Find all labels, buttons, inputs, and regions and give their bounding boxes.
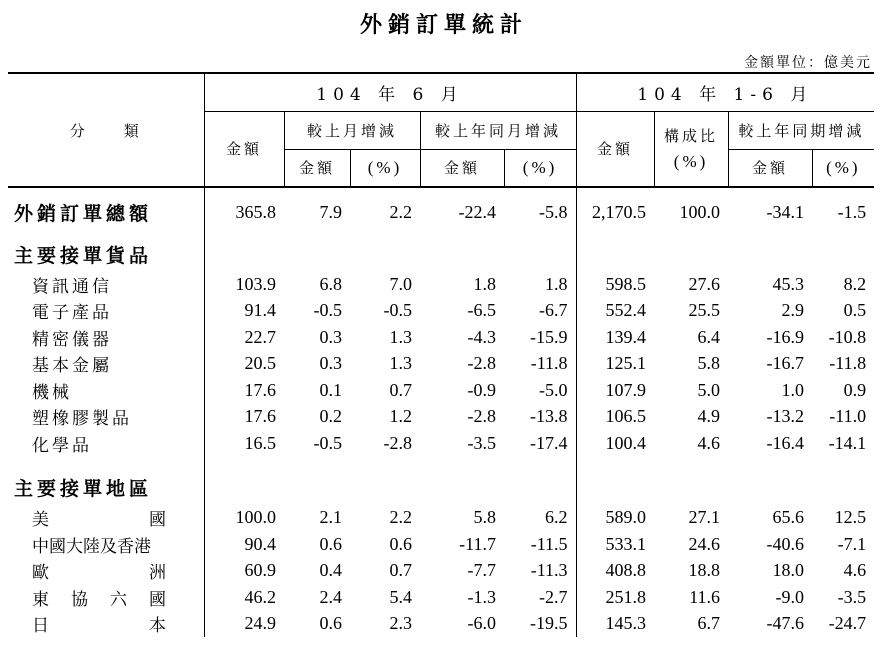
cell-value: 0.6 xyxy=(319,613,342,634)
cell-value: -40.6 xyxy=(766,533,805,554)
cell-value: 0.6 xyxy=(319,533,342,554)
cell-value: -7.1 xyxy=(837,533,867,554)
region-label-text xyxy=(32,505,166,530)
cell-value: -5.8 xyxy=(539,202,568,222)
cell-value: 100.4 xyxy=(576,430,654,457)
region-label-text xyxy=(32,532,166,557)
cell-value: -0.5 xyxy=(313,432,342,453)
cell-value: -2.7 xyxy=(539,586,568,607)
product-row xyxy=(8,298,874,325)
region-label xyxy=(8,584,204,611)
spacer-cell xyxy=(350,457,420,471)
cell-value: -2.8 xyxy=(467,406,496,427)
cell-value: 12.5 xyxy=(834,507,867,528)
export-orders-table xyxy=(8,72,874,637)
cell-value: 106.5 xyxy=(576,404,654,431)
cell-value: 60.9 xyxy=(204,558,284,585)
product-row xyxy=(8,324,874,351)
cell-value: 24.9 xyxy=(204,611,284,638)
region-label-text xyxy=(32,585,166,610)
spacer-cell xyxy=(8,457,204,471)
cell-value: -14.1 xyxy=(828,432,867,453)
cell-value: 90.4 xyxy=(204,531,284,558)
section-heading: 主要接單地區 xyxy=(14,478,153,500)
region-label-part: 中國大陸及香港 xyxy=(32,536,151,557)
region-label-part: 洲 xyxy=(149,563,166,584)
header-share xyxy=(654,111,728,187)
header-share-label: 構成比 xyxy=(664,126,719,145)
region-label-part: 美 xyxy=(32,510,49,531)
empty-cell xyxy=(420,237,504,271)
region-label-part: 六 xyxy=(110,589,127,610)
cell-value: 100.0 xyxy=(679,202,721,222)
cell-value: 18.0 xyxy=(772,560,805,581)
region-label-part: 國 xyxy=(149,510,166,531)
cell-value: -47.6 xyxy=(766,613,805,634)
region-row xyxy=(8,505,874,532)
empty-cell xyxy=(576,471,654,505)
header-sub-pct-3: (%) xyxy=(812,149,874,187)
cell-value: 589.0 xyxy=(576,505,654,532)
cell-value: 1.8 xyxy=(545,273,568,294)
cell-value: 100.0 xyxy=(204,505,284,532)
empty-cell xyxy=(728,237,812,271)
empty-cell xyxy=(204,471,284,505)
product-row xyxy=(8,351,874,378)
cell-value: -19.5 xyxy=(530,613,568,634)
cell-value: 4.6 xyxy=(697,432,721,453)
spacer-row xyxy=(8,457,874,471)
header-vs-last-year-period: 較上年同期增減 xyxy=(728,111,874,149)
header-sub-amount-2: 金額 xyxy=(420,149,504,187)
cell-value: 107.9 xyxy=(576,377,654,404)
header-category: 分 類 xyxy=(8,73,204,187)
cell-value: 2.3 xyxy=(389,613,412,634)
region-row xyxy=(8,584,874,611)
cell-value: 2.2 xyxy=(389,202,412,222)
cell-value: 5.0 xyxy=(697,379,721,400)
cell-value: 598.5 xyxy=(576,271,654,298)
cell-value: 20.5 xyxy=(204,351,284,378)
cell-value: 45.3 xyxy=(772,273,805,294)
total-row xyxy=(8,187,874,237)
cell-value: -7.7 xyxy=(467,560,496,581)
cell-value: 552.4 xyxy=(576,298,654,325)
cell-value: -6.5 xyxy=(467,300,496,321)
cell-value: 27.1 xyxy=(688,507,721,528)
header-vs-last-year-month: 較上年同月增減 xyxy=(420,111,576,149)
spacer-cell xyxy=(576,457,654,471)
empty-cell xyxy=(812,237,874,271)
cell-value: -10.8 xyxy=(828,326,867,347)
region-label-text xyxy=(32,558,166,583)
region-label xyxy=(8,505,204,532)
cell-value: 25.5 xyxy=(688,300,721,321)
spacer-cell xyxy=(812,457,874,471)
cell-value: 4.9 xyxy=(697,406,721,427)
cell-value: 5.8 xyxy=(697,353,721,374)
cell-value: -13.2 xyxy=(766,406,805,427)
cell-value: 139.4 xyxy=(576,324,654,351)
cell-value: -3.5 xyxy=(837,586,867,607)
empty-cell xyxy=(728,471,812,505)
empty-cell xyxy=(350,471,420,505)
product-label: 精密儀器 xyxy=(32,329,112,350)
cell-value: 22.7 xyxy=(204,324,284,351)
cell-value: -3.5 xyxy=(467,432,496,453)
header-period-jan-jun: 104 年 1-6 月 xyxy=(576,73,874,111)
cell-value: 0.5 xyxy=(843,300,867,321)
region-label xyxy=(8,611,204,638)
region-label-text xyxy=(32,611,166,636)
cell-value: 17.6 xyxy=(204,404,284,431)
empty-cell xyxy=(284,237,350,271)
cell-value: 8.2 xyxy=(843,273,867,294)
cell-value: -1.5 xyxy=(837,202,867,222)
region-label-part: 協 xyxy=(71,589,88,610)
region-label xyxy=(8,558,204,585)
cell-value: -11.5 xyxy=(530,533,568,554)
cell-value: 533.1 xyxy=(576,531,654,558)
cell-value: 1.8 xyxy=(473,273,496,294)
empty-cell xyxy=(576,237,654,271)
section-heading-row xyxy=(8,237,874,271)
cell-value: 18.8 xyxy=(688,560,721,581)
empty-cell xyxy=(504,471,576,505)
cell-value: 11.6 xyxy=(689,586,721,607)
cell-value: 1.2 xyxy=(389,406,412,427)
cell-value: 24.6 xyxy=(688,533,721,554)
cell-value: -6.0 xyxy=(467,613,496,634)
product-label: 塑橡膠製品 xyxy=(32,409,132,430)
cell-value: 2,170.5 xyxy=(576,187,654,237)
cell-value: -17.4 xyxy=(530,432,568,453)
header-sub-amount-3: 金額 xyxy=(728,149,812,187)
region-label-part: 東 xyxy=(32,589,49,610)
region-label-part: 歐 xyxy=(32,563,49,584)
cell-value: 0.2 xyxy=(319,406,342,427)
cell-value: 16.5 xyxy=(204,430,284,457)
product-row xyxy=(8,271,874,298)
cell-value: -4.3 xyxy=(467,326,496,347)
cell-value: -15.9 xyxy=(530,326,568,347)
cell-value: 103.9 xyxy=(204,271,284,298)
cell-value: 0.4 xyxy=(319,560,342,581)
cell-value: 17.6 xyxy=(204,377,284,404)
cell-value: -16.9 xyxy=(766,326,805,347)
header-sub-pct-2: (%) xyxy=(504,149,576,187)
cell-value: 6.7 xyxy=(697,613,721,634)
cell-value: 145.3 xyxy=(576,611,654,638)
cell-value: -11.8 xyxy=(530,353,568,374)
cell-value: 0.3 xyxy=(319,353,342,374)
spacer-cell xyxy=(654,457,728,471)
empty-cell xyxy=(420,471,504,505)
region-label-part: 國 xyxy=(149,589,166,610)
cell-value: -5.0 xyxy=(539,379,568,400)
cell-value: -22.4 xyxy=(458,202,496,222)
cell-value: -11.7 xyxy=(459,533,496,554)
header-amount-period: 金額 xyxy=(576,111,654,187)
product-label: 電子產品 xyxy=(32,303,112,324)
spacer-cell xyxy=(728,457,812,471)
cell-value: 5.8 xyxy=(473,507,496,528)
cell-value: -1.3 xyxy=(467,586,496,607)
cell-value: 0.6 xyxy=(389,533,412,554)
header-sub-pct-1: (%) xyxy=(350,149,420,187)
cell-value: -2.8 xyxy=(383,432,412,453)
cell-value: 2.1 xyxy=(319,507,342,528)
cell-value: -11.3 xyxy=(530,560,568,581)
cell-value: 5.4 xyxy=(389,586,412,607)
product-label: 機械 xyxy=(32,382,72,403)
cell-value: 125.1 xyxy=(576,351,654,378)
empty-cell xyxy=(654,471,728,505)
spacer-cell xyxy=(204,457,284,471)
section-heading: 主要接單貨品 xyxy=(14,244,153,267)
product-row xyxy=(8,430,874,457)
product-row xyxy=(8,404,874,431)
cell-value: -0.9 xyxy=(467,379,496,400)
page-title: 外銷訂單統計 xyxy=(359,12,528,38)
cell-value: 1.3 xyxy=(389,326,412,347)
cell-value: 7.0 xyxy=(389,273,412,294)
cell-value: 0.3 xyxy=(319,326,342,347)
cell-value: 7.9 xyxy=(319,202,342,222)
cell-value: 0.7 xyxy=(389,379,412,400)
header-share-pct: (%) xyxy=(673,151,709,171)
spacer-cell xyxy=(420,457,504,471)
spacer-cell xyxy=(284,457,350,471)
empty-cell xyxy=(504,237,576,271)
cell-value: 2.4 xyxy=(319,586,342,607)
cell-value: -11.8 xyxy=(829,353,867,374)
spacer-cell xyxy=(504,457,576,471)
region-row xyxy=(8,531,874,558)
cell-value: 0.9 xyxy=(843,379,867,400)
cell-value: 6.2 xyxy=(545,507,568,528)
cell-value: 1.3 xyxy=(389,353,412,374)
cell-value: -24.7 xyxy=(828,613,867,634)
total-label: 外銷訂單總額 xyxy=(14,203,153,225)
cell-value: 1.0 xyxy=(781,379,805,400)
cell-value: -11.0 xyxy=(829,406,867,427)
cell-value: 0.1 xyxy=(319,379,342,400)
product-row xyxy=(8,377,874,404)
cell-value: 46.2 xyxy=(204,584,284,611)
empty-cell xyxy=(204,237,284,271)
product-label: 資訊通信 xyxy=(32,276,112,297)
empty-cell xyxy=(812,471,874,505)
cell-value: 408.8 xyxy=(576,558,654,585)
cell-value: -9.0 xyxy=(775,586,805,607)
cell-value: 6.8 xyxy=(319,273,342,294)
product-label: 化學品 xyxy=(32,435,92,456)
empty-cell xyxy=(284,471,350,505)
cell-value: 365.8 xyxy=(204,187,284,237)
cell-value: 2.9 xyxy=(781,300,805,321)
header-sub-amount-1: 金額 xyxy=(284,149,350,187)
empty-cell xyxy=(350,237,420,271)
cell-value: -6.7 xyxy=(539,300,568,321)
product-label: 基本金屬 xyxy=(32,356,112,377)
header-vs-last-month: 較上月增減 xyxy=(284,111,420,149)
cell-value: 251.8 xyxy=(576,584,654,611)
cell-value: 65.6 xyxy=(772,507,805,528)
empty-cell xyxy=(654,237,728,271)
section-heading-row xyxy=(8,471,874,505)
region-label-part: 本 xyxy=(149,616,166,637)
cell-value: -16.4 xyxy=(766,432,805,453)
unit-note: 金額單位：億美元 xyxy=(744,55,872,71)
region-label xyxy=(8,531,204,558)
cell-value: -0.5 xyxy=(313,300,342,321)
cell-value: -2.8 xyxy=(467,353,496,374)
cell-value: 27.6 xyxy=(688,273,721,294)
cell-value: 4.6 xyxy=(843,560,867,581)
header-period-june: 104 年 6 月 xyxy=(204,73,576,111)
cell-value: 91.4 xyxy=(204,298,284,325)
cell-value: -0.5 xyxy=(383,300,412,321)
cell-value: -13.8 xyxy=(530,406,568,427)
cell-value: 6.4 xyxy=(697,326,721,347)
region-label-part: 日 xyxy=(32,616,49,637)
region-row xyxy=(8,611,874,638)
cell-value: 2.2 xyxy=(389,507,412,528)
cell-value: -34.1 xyxy=(766,202,805,222)
region-row xyxy=(8,558,874,585)
cell-value: -16.7 xyxy=(766,353,805,374)
header-amount-june: 金額 xyxy=(204,111,284,187)
cell-value: 0.7 xyxy=(389,560,412,581)
